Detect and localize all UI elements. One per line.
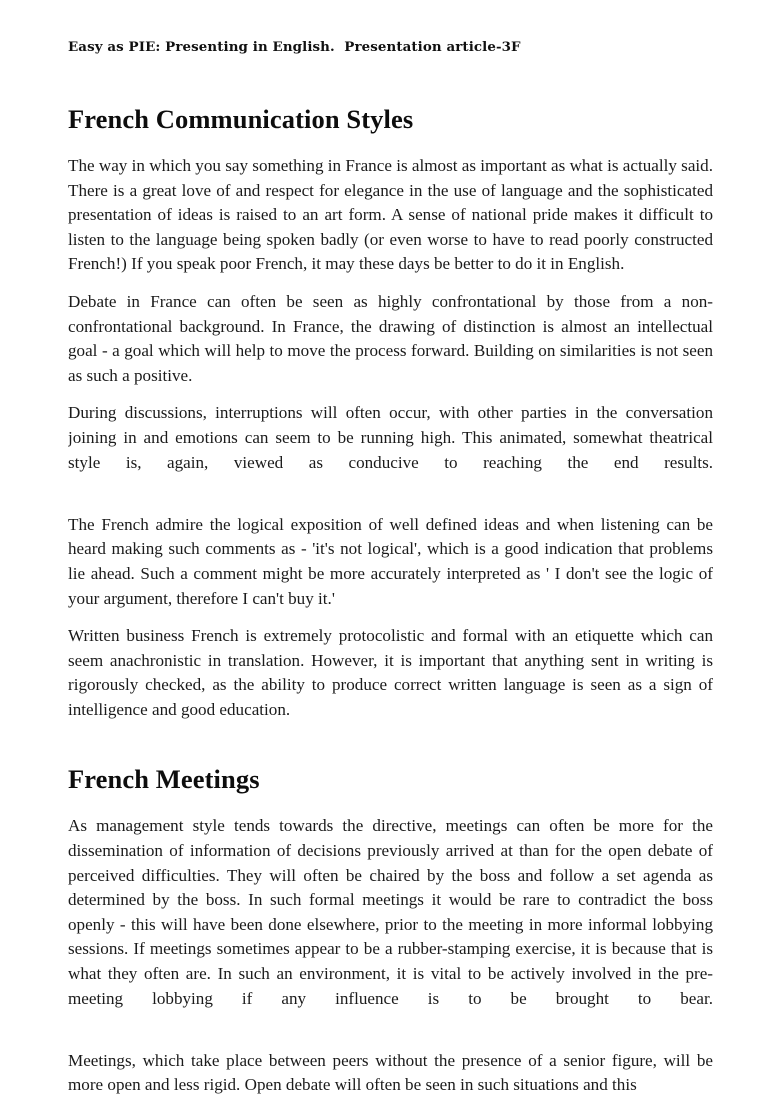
paragraph: Meetings, which take place between peers without the presence of a senior figure, will be more open and less rigid. Open debate will often be seen in such situations and this	[68, 1050, 713, 1095]
paragraph: As management style tends towards the directive, meetings can often be more for the dissemination of information of decisions previously arrived at than for the open debate of perceived difficulties. They will often be chaired by the boss and follow a set agenda as determined by the boss. In such formal meetings it would be rare to contradict the boss openly - this will have been done elsewhere, prior to the meeting in more informal lobbying sessions. If meetings sometimes appear to be a rubber-stamping exercise, it is because that is what they often are. In such an environment, it is vital to be actively involved in the pre-meeting lobbying if any influence is to be brought to bear.	[68, 816, 713, 1008]
paragraph: Debate in France can often be seen as highly confrontational by those from a non-confrontational background. In France, the drawing of distinction is almost an intellectual goal - a goal which will help to move the process forward. Building on similarities is not seen as such a positive.	[68, 291, 713, 385]
section-heading-french-communication-styles: French Communication Styles	[68, 104, 414, 134]
paragraph: The way in which you say something in France is almost as important as what is actually said. There is a great love of and respect for elegance in the use of language and the sophisticated presentation of ideas is raised to an art form. A sense of national pride makes it difficult to listen to the language being spoken badly (or even worse to have to read poorly constructed French!) If you speak poor French, it may these days be better to do it in English.	[68, 156, 713, 274]
paragraph: During discussions, interruptions will often occur, with other parties in the conversation joining in and emotions can seem to be running high. This animated, somewhat theatrical style is, again, viewed as conducive to reaching the end results.	[68, 403, 713, 472]
document-content	[68, 38, 713, 1098]
paragraph: Written business French is extremely protocolistic and formal with an etiquette which can seem anachronistic in translation. However, it is important that anything sent in writing is rigorously checked, as the ability to produce correct written language is seen as a sign of intelligence and good education.	[68, 626, 713, 719]
running-header: Easy as PIE: Presenting in English. Presentation article-3F	[68, 39, 521, 55]
paragraph: The French admire the logical exposition of well defined ideas and when listening can be heard making such comments as - 'it's not logical', which is a good indication that problems lie ahead. Such a comment might be more accurately interpreted as ' I don't see the logic of your argument, therefore I can't buy it.'	[68, 514, 713, 608]
section-heading-french-meetings: French Meetings	[68, 764, 260, 795]
